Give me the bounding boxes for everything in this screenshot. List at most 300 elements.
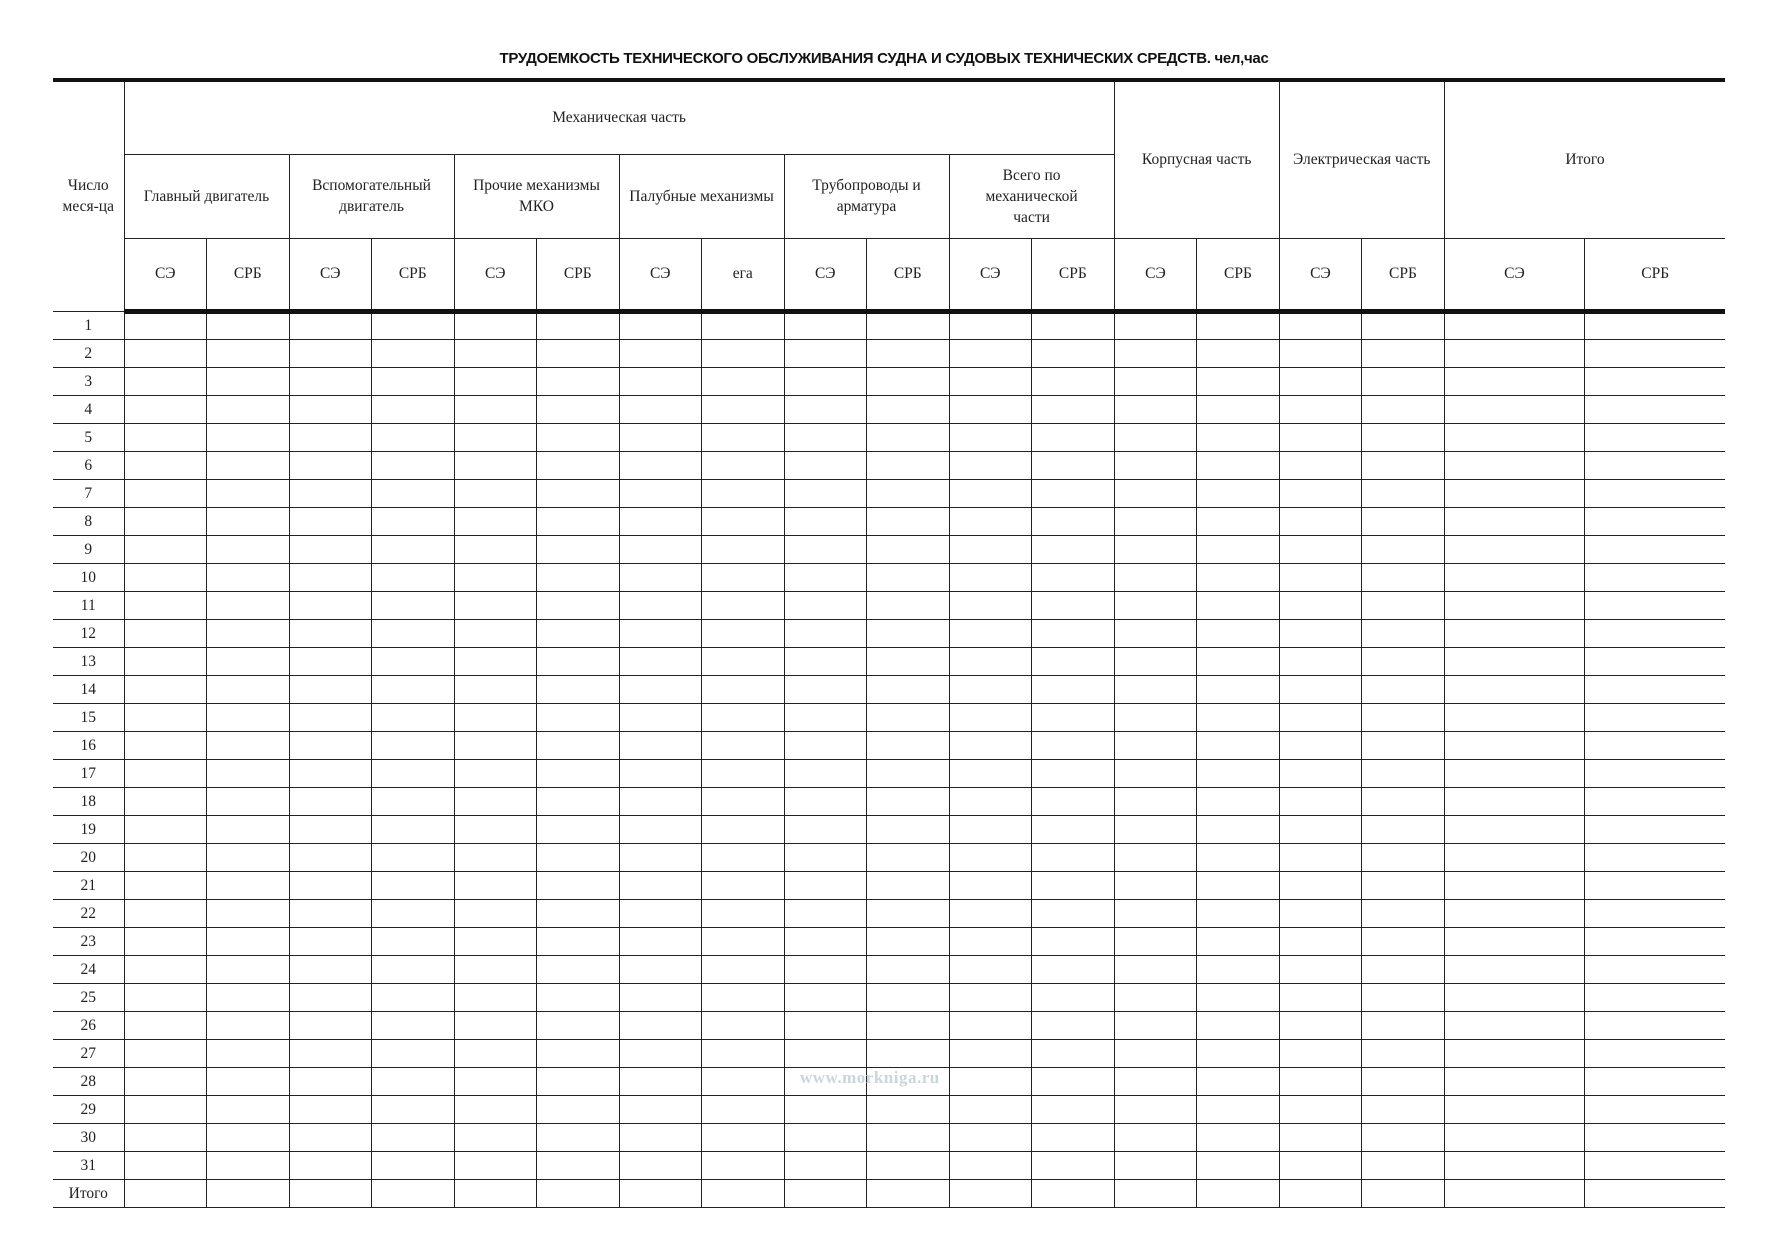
entry-cell[interactable] <box>867 1123 950 1151</box>
entry-cell[interactable] <box>289 563 372 591</box>
entry-cell[interactable] <box>124 899 207 927</box>
entry-cell[interactable] <box>124 703 207 731</box>
entry-cell[interactable] <box>1279 339 1362 367</box>
entry-cell[interactable] <box>867 927 950 955</box>
entry-cell[interactable] <box>1444 1179 1585 1207</box>
entry-cell[interactable] <box>949 1095 1032 1123</box>
entry-cell[interactable] <box>702 367 785 395</box>
entry-cell[interactable] <box>1114 731 1197 759</box>
entry-cell[interactable] <box>289 311 372 339</box>
entry-cell[interactable] <box>372 675 455 703</box>
entry-cell[interactable] <box>1197 1095 1280 1123</box>
entry-cell[interactable] <box>454 423 537 451</box>
entry-cell[interactable] <box>1114 871 1197 899</box>
entry-cell[interactable] <box>124 563 207 591</box>
entry-cell[interactable] <box>1585 535 1726 563</box>
entry-cell[interactable] <box>784 535 867 563</box>
entry-cell[interactable] <box>1362 703 1445 731</box>
entry-cell[interactable] <box>124 1179 207 1207</box>
entry-cell[interactable] <box>1585 1039 1726 1067</box>
entry-cell[interactable] <box>537 731 620 759</box>
entry-cell[interactable] <box>949 927 1032 955</box>
entry-cell[interactable] <box>372 899 455 927</box>
entry-cell[interactable] <box>867 899 950 927</box>
entry-cell[interactable] <box>1197 423 1280 451</box>
entry-cell[interactable] <box>784 395 867 423</box>
entry-cell[interactable] <box>1114 563 1197 591</box>
entry-cell[interactable] <box>454 843 537 871</box>
entry-cell[interactable] <box>1114 479 1197 507</box>
entry-cell[interactable] <box>372 591 455 619</box>
entry-cell[interactable] <box>372 619 455 647</box>
entry-cell[interactable] <box>619 311 702 339</box>
entry-cell[interactable] <box>372 1123 455 1151</box>
entry-cell[interactable] <box>1362 1123 1445 1151</box>
entry-cell[interactable] <box>124 339 207 367</box>
entry-cell[interactable] <box>784 843 867 871</box>
entry-cell[interactable] <box>1585 591 1726 619</box>
entry-cell[interactable] <box>1032 1039 1115 1067</box>
entry-cell[interactable] <box>537 1039 620 1067</box>
entry-cell[interactable] <box>1585 871 1726 899</box>
entry-cell[interactable] <box>784 899 867 927</box>
entry-cell[interactable] <box>1362 759 1445 787</box>
entry-cell[interactable] <box>289 759 372 787</box>
entry-cell[interactable] <box>702 479 785 507</box>
entry-cell[interactable] <box>1362 731 1445 759</box>
entry-cell[interactable] <box>207 871 290 899</box>
entry-cell[interactable] <box>867 703 950 731</box>
entry-cell[interactable] <box>1197 955 1280 983</box>
entry-cell[interactable] <box>1362 507 1445 535</box>
entry-cell[interactable] <box>454 1067 537 1095</box>
entry-cell[interactable] <box>207 1179 290 1207</box>
entry-cell[interactable] <box>1362 591 1445 619</box>
entry-cell[interactable] <box>289 1095 372 1123</box>
entry-cell[interactable] <box>1444 899 1585 927</box>
entry-cell[interactable] <box>454 1039 537 1067</box>
entry-cell[interactable] <box>1197 899 1280 927</box>
entry-cell[interactable] <box>372 479 455 507</box>
entry-cell[interactable] <box>207 311 290 339</box>
entry-cell[interactable] <box>207 1067 290 1095</box>
entry-cell[interactable] <box>1585 423 1726 451</box>
entry-cell[interactable] <box>784 675 867 703</box>
entry-cell[interactable] <box>289 899 372 927</box>
entry-cell[interactable] <box>207 423 290 451</box>
entry-cell[interactable] <box>949 815 1032 843</box>
entry-cell[interactable] <box>289 479 372 507</box>
entry-cell[interactable] <box>619 815 702 843</box>
entry-cell[interactable] <box>1114 843 1197 871</box>
entry-cell[interactable] <box>1585 563 1726 591</box>
entry-cell[interactable] <box>537 1095 620 1123</box>
entry-cell[interactable] <box>289 423 372 451</box>
entry-cell[interactable] <box>702 423 785 451</box>
entry-cell[interactable] <box>1114 983 1197 1011</box>
entry-cell[interactable] <box>1114 1123 1197 1151</box>
entry-cell[interactable] <box>867 1095 950 1123</box>
entry-cell[interactable] <box>454 311 537 339</box>
entry-cell[interactable] <box>619 1011 702 1039</box>
entry-cell[interactable] <box>289 591 372 619</box>
entry-cell[interactable] <box>619 731 702 759</box>
entry-cell[interactable] <box>1362 899 1445 927</box>
entry-cell[interactable] <box>949 731 1032 759</box>
entry-cell[interactable] <box>454 591 537 619</box>
entry-cell[interactable] <box>949 1067 1032 1095</box>
entry-cell[interactable] <box>619 423 702 451</box>
entry-cell[interactable] <box>454 395 537 423</box>
entry-cell[interactable] <box>949 1179 1032 1207</box>
entry-cell[interactable] <box>1032 591 1115 619</box>
entry-cell[interactable] <box>867 1179 950 1207</box>
entry-cell[interactable] <box>454 675 537 703</box>
entry-cell[interactable] <box>207 983 290 1011</box>
entry-cell[interactable] <box>867 843 950 871</box>
entry-cell[interactable] <box>949 983 1032 1011</box>
entry-cell[interactable] <box>1362 787 1445 815</box>
entry-cell[interactable] <box>867 1151 950 1179</box>
entry-cell[interactable] <box>372 787 455 815</box>
entry-cell[interactable] <box>784 983 867 1011</box>
entry-cell[interactable] <box>289 927 372 955</box>
entry-cell[interactable] <box>372 815 455 843</box>
entry-cell[interactable] <box>1032 395 1115 423</box>
entry-cell[interactable] <box>1362 675 1445 703</box>
entry-cell[interactable] <box>289 983 372 1011</box>
entry-cell[interactable] <box>1585 787 1726 815</box>
entry-cell[interactable] <box>454 983 537 1011</box>
entry-cell[interactable] <box>949 871 1032 899</box>
entry-cell[interactable] <box>124 619 207 647</box>
entry-cell[interactable] <box>1114 535 1197 563</box>
entry-cell[interactable] <box>1197 759 1280 787</box>
entry-cell[interactable] <box>702 1095 785 1123</box>
entry-cell[interactable] <box>454 955 537 983</box>
entry-cell[interactable] <box>207 759 290 787</box>
entry-cell[interactable] <box>289 815 372 843</box>
entry-cell[interactable] <box>124 591 207 619</box>
entry-cell[interactable] <box>1032 955 1115 983</box>
entry-cell[interactable] <box>1032 535 1115 563</box>
entry-cell[interactable] <box>619 1039 702 1067</box>
entry-cell[interactable] <box>784 927 867 955</box>
entry-cell[interactable] <box>1032 675 1115 703</box>
entry-cell[interactable] <box>1114 423 1197 451</box>
entry-cell[interactable] <box>702 1067 785 1095</box>
entry-cell[interactable] <box>1197 1011 1280 1039</box>
entry-cell[interactable] <box>784 367 867 395</box>
entry-cell[interactable] <box>537 955 620 983</box>
entry-cell[interactable] <box>702 899 785 927</box>
entry-cell[interactable] <box>1032 507 1115 535</box>
entry-cell[interactable] <box>867 591 950 619</box>
entry-cell[interactable] <box>1032 899 1115 927</box>
entry-cell[interactable] <box>124 759 207 787</box>
entry-cell[interactable] <box>1032 339 1115 367</box>
entry-cell[interactable] <box>372 703 455 731</box>
entry-cell[interactable] <box>867 647 950 675</box>
entry-cell[interactable] <box>619 367 702 395</box>
entry-cell[interactable] <box>1585 339 1726 367</box>
entry-cell[interactable] <box>1362 927 1445 955</box>
entry-cell[interactable] <box>1114 675 1197 703</box>
entry-cell[interactable] <box>1585 675 1726 703</box>
entry-cell[interactable] <box>1444 367 1585 395</box>
entry-cell[interactable] <box>124 395 207 423</box>
entry-cell[interactable] <box>289 507 372 535</box>
entry-cell[interactable] <box>1279 1179 1362 1207</box>
entry-cell[interactable] <box>289 675 372 703</box>
entry-cell[interactable] <box>537 311 620 339</box>
entry-cell[interactable] <box>702 871 785 899</box>
entry-cell[interactable] <box>1032 871 1115 899</box>
entry-cell[interactable] <box>1585 1123 1726 1151</box>
entry-cell[interactable] <box>1362 815 1445 843</box>
entry-cell[interactable] <box>537 675 620 703</box>
entry-cell[interactable] <box>1279 899 1362 927</box>
entry-cell[interactable] <box>1032 619 1115 647</box>
entry-cell[interactable] <box>1585 451 1726 479</box>
entry-cell[interactable] <box>867 619 950 647</box>
entry-cell[interactable] <box>1444 479 1585 507</box>
entry-cell[interactable] <box>207 395 290 423</box>
entry-cell[interactable] <box>1279 1011 1362 1039</box>
entry-cell[interactable] <box>1585 983 1726 1011</box>
entry-cell[interactable] <box>949 311 1032 339</box>
entry-cell[interactable] <box>784 1095 867 1123</box>
entry-cell[interactable] <box>1585 731 1726 759</box>
entry-cell[interactable] <box>867 955 950 983</box>
entry-cell[interactable] <box>949 423 1032 451</box>
entry-cell[interactable] <box>867 759 950 787</box>
entry-cell[interactable] <box>949 1123 1032 1151</box>
entry-cell[interactable] <box>289 955 372 983</box>
entry-cell[interactable] <box>867 563 950 591</box>
entry-cell[interactable] <box>1585 1151 1726 1179</box>
entry-cell[interactable] <box>1444 1067 1585 1095</box>
entry-cell[interactable] <box>1197 703 1280 731</box>
entry-cell[interactable] <box>289 1039 372 1067</box>
entry-cell[interactable] <box>1279 451 1362 479</box>
entry-cell[interactable] <box>124 311 207 339</box>
entry-cell[interactable] <box>784 815 867 843</box>
entry-cell[interactable] <box>454 731 537 759</box>
entry-cell[interactable] <box>454 563 537 591</box>
entry-cell[interactable] <box>1032 1095 1115 1123</box>
entry-cell[interactable] <box>1197 1151 1280 1179</box>
entry-cell[interactable] <box>1114 395 1197 423</box>
entry-cell[interactable] <box>1585 1067 1726 1095</box>
entry-cell[interactable] <box>289 731 372 759</box>
entry-cell[interactable] <box>1197 871 1280 899</box>
entry-cell[interactable] <box>537 899 620 927</box>
entry-cell[interactable] <box>1444 1039 1585 1067</box>
entry-cell[interactable] <box>949 843 1032 871</box>
entry-cell[interactable] <box>1279 759 1362 787</box>
entry-cell[interactable] <box>784 1011 867 1039</box>
entry-cell[interactable] <box>619 1179 702 1207</box>
entry-cell[interactable] <box>207 1151 290 1179</box>
entry-cell[interactable] <box>1279 507 1362 535</box>
entry-cell[interactable] <box>702 339 785 367</box>
entry-cell[interactable] <box>1032 563 1115 591</box>
entry-cell[interactable] <box>1197 1067 1280 1095</box>
entry-cell[interactable] <box>289 871 372 899</box>
entry-cell[interactable] <box>1197 591 1280 619</box>
entry-cell[interactable] <box>702 395 785 423</box>
entry-cell[interactable] <box>784 423 867 451</box>
entry-cell[interactable] <box>1114 1039 1197 1067</box>
entry-cell[interactable] <box>1444 1095 1585 1123</box>
entry-cell[interactable] <box>1279 563 1362 591</box>
entry-cell[interactable] <box>289 1123 372 1151</box>
entry-cell[interactable] <box>1279 423 1362 451</box>
entry-cell[interactable] <box>1032 927 1115 955</box>
entry-cell[interactable] <box>1444 955 1585 983</box>
entry-cell[interactable] <box>1585 479 1726 507</box>
entry-cell[interactable] <box>619 843 702 871</box>
entry-cell[interactable] <box>949 395 1032 423</box>
entry-cell[interactable] <box>1114 1151 1197 1179</box>
entry-cell[interactable] <box>1197 311 1280 339</box>
entry-cell[interactable] <box>1444 311 1585 339</box>
entry-cell[interactable] <box>1585 815 1726 843</box>
entry-cell[interactable] <box>1444 451 1585 479</box>
entry-cell[interactable] <box>454 1151 537 1179</box>
entry-cell[interactable] <box>1444 815 1585 843</box>
entry-cell[interactable] <box>372 1179 455 1207</box>
entry-cell[interactable] <box>1279 367 1362 395</box>
entry-cell[interactable] <box>289 395 372 423</box>
entry-cell[interactable] <box>1114 647 1197 675</box>
entry-cell[interactable] <box>289 339 372 367</box>
entry-cell[interactable] <box>1114 787 1197 815</box>
entry-cell[interactable] <box>1585 843 1726 871</box>
entry-cell[interactable] <box>1585 927 1726 955</box>
entry-cell[interactable] <box>372 871 455 899</box>
entry-cell[interactable] <box>372 535 455 563</box>
entry-cell[interactable] <box>124 367 207 395</box>
entry-cell[interactable] <box>619 759 702 787</box>
entry-cell[interactable] <box>454 507 537 535</box>
entry-cell[interactable] <box>1032 1011 1115 1039</box>
entry-cell[interactable] <box>1444 703 1585 731</box>
entry-cell[interactable] <box>454 535 537 563</box>
entry-cell[interactable] <box>1032 479 1115 507</box>
entry-cell[interactable] <box>702 591 785 619</box>
entry-cell[interactable] <box>949 535 1032 563</box>
entry-cell[interactable] <box>949 591 1032 619</box>
entry-cell[interactable] <box>784 591 867 619</box>
entry-cell[interactable] <box>1114 759 1197 787</box>
entry-cell[interactable] <box>1197 339 1280 367</box>
entry-cell[interactable] <box>1032 983 1115 1011</box>
entry-cell[interactable] <box>537 1011 620 1039</box>
entry-cell[interactable] <box>702 1011 785 1039</box>
entry-cell[interactable] <box>207 451 290 479</box>
entry-cell[interactable] <box>1362 983 1445 1011</box>
entry-cell[interactable] <box>1197 1179 1280 1207</box>
entry-cell[interactable] <box>949 1039 1032 1067</box>
entry-cell[interactable] <box>1279 871 1362 899</box>
entry-cell[interactable] <box>1197 395 1280 423</box>
entry-cell[interactable] <box>702 1151 785 1179</box>
entry-cell[interactable] <box>619 1067 702 1095</box>
entry-cell[interactable] <box>454 1179 537 1207</box>
entry-cell[interactable] <box>702 1123 785 1151</box>
entry-cell[interactable] <box>124 423 207 451</box>
entry-cell[interactable] <box>1114 815 1197 843</box>
entry-cell[interactable] <box>702 619 785 647</box>
entry-cell[interactable] <box>537 619 620 647</box>
entry-cell[interactable] <box>124 647 207 675</box>
entry-cell[interactable] <box>1279 675 1362 703</box>
entry-cell[interactable] <box>207 675 290 703</box>
entry-cell[interactable] <box>1114 339 1197 367</box>
entry-cell[interactable] <box>207 843 290 871</box>
entry-cell[interactable] <box>867 339 950 367</box>
entry-cell[interactable] <box>1362 1179 1445 1207</box>
entry-cell[interactable] <box>537 1067 620 1095</box>
entry-cell[interactable] <box>619 955 702 983</box>
entry-cell[interactable] <box>372 927 455 955</box>
entry-cell[interactable] <box>784 507 867 535</box>
entry-cell[interactable] <box>124 983 207 1011</box>
entry-cell[interactable] <box>124 955 207 983</box>
entry-cell[interactable] <box>372 507 455 535</box>
entry-cell[interactable] <box>784 731 867 759</box>
entry-cell[interactable] <box>537 871 620 899</box>
entry-cell[interactable] <box>1585 1095 1726 1123</box>
entry-cell[interactable] <box>1362 647 1445 675</box>
entry-cell[interactable] <box>1197 619 1280 647</box>
entry-cell[interactable] <box>1032 451 1115 479</box>
entry-cell[interactable] <box>867 451 950 479</box>
entry-cell[interactable] <box>1279 1123 1362 1151</box>
entry-cell[interactable] <box>784 451 867 479</box>
entry-cell[interactable] <box>372 759 455 787</box>
entry-cell[interactable] <box>537 647 620 675</box>
entry-cell[interactable] <box>1444 927 1585 955</box>
entry-cell[interactable] <box>702 507 785 535</box>
entry-cell[interactable] <box>1362 871 1445 899</box>
entry-cell[interactable] <box>1114 367 1197 395</box>
entry-cell[interactable] <box>619 591 702 619</box>
entry-cell[interactable] <box>207 563 290 591</box>
entry-cell[interactable] <box>207 619 290 647</box>
entry-cell[interactable] <box>124 731 207 759</box>
entry-cell[interactable] <box>124 871 207 899</box>
entry-cell[interactable] <box>289 647 372 675</box>
entry-cell[interactable] <box>1197 983 1280 1011</box>
entry-cell[interactable] <box>207 367 290 395</box>
entry-cell[interactable] <box>454 339 537 367</box>
entry-cell[interactable] <box>1362 339 1445 367</box>
entry-cell[interactable] <box>1362 479 1445 507</box>
entry-cell[interactable] <box>537 759 620 787</box>
entry-cell[interactable] <box>1032 731 1115 759</box>
entry-cell[interactable] <box>372 423 455 451</box>
entry-cell[interactable] <box>289 1011 372 1039</box>
entry-cell[interactable] <box>702 675 785 703</box>
entry-cell[interactable] <box>372 955 455 983</box>
entry-cell[interactable] <box>1444 647 1585 675</box>
entry-cell[interactable] <box>454 619 537 647</box>
entry-cell[interactable] <box>1279 1039 1362 1067</box>
entry-cell[interactable] <box>1197 563 1280 591</box>
